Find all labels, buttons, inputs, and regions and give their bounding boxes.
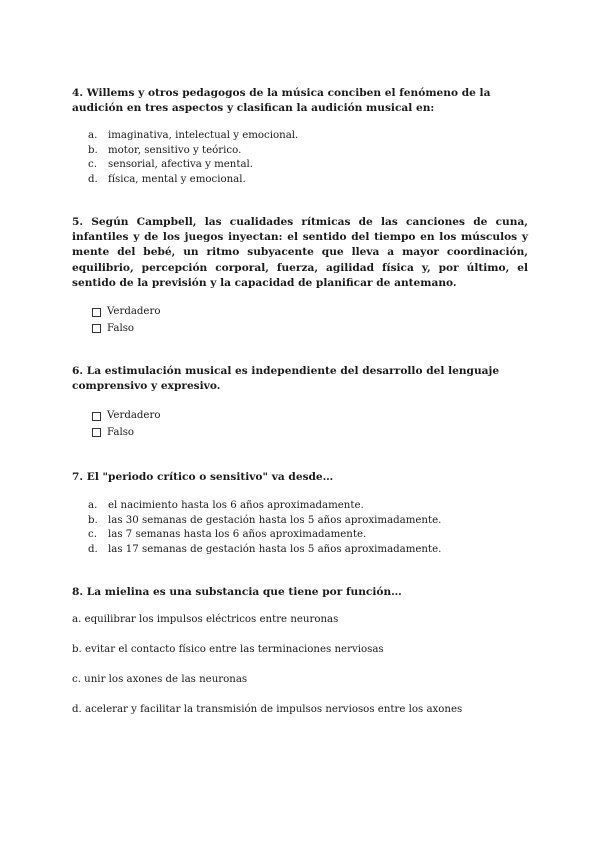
list-item[interactable] bbox=[88, 499, 441, 514]
false-checkbox[interactable] bbox=[92, 425, 160, 442]
option-text: sensorial, afectiva y mental. bbox=[108, 159, 254, 171]
checkbox-icon[interactable] bbox=[92, 308, 101, 317]
list-item[interactable]: b. evitar el contacto físico entre las terminaciones nerviosas bbox=[72, 644, 384, 655]
option-letter: b. bbox=[88, 144, 98, 156]
option-text: el nacimiento hasta los 6 años aproximadamente. bbox=[108, 500, 364, 511]
question-7 bbox=[72, 470, 528, 485]
list-item[interactable] bbox=[88, 173, 298, 188]
option-text: física, mental y emocional. bbox=[108, 174, 246, 186]
question-4-title: 4. Willems y otros pedagogos de la música conciben el fenómeno de la audición en tres aspectos y clasifican la audición musical en: bbox=[72, 87, 491, 115]
list-item[interactable] bbox=[88, 129, 298, 144]
list-item[interactable] bbox=[88, 144, 298, 159]
question-8-title: 8. La mielina es una substancia que tiene por función… bbox=[72, 586, 402, 598]
checkbox-icon[interactable] bbox=[92, 428, 101, 437]
question-8 bbox=[72, 585, 528, 600]
true-checkbox[interactable] bbox=[92, 408, 160, 425]
option-text: motor, sensitivo y teórico. bbox=[108, 144, 242, 156]
option-label: Verdadero bbox=[107, 410, 161, 421]
list-item[interactable]: d. acelerar y facilitar la transmisión de impulsos nerviosos entre los axones bbox=[72, 704, 463, 715]
question-5-options bbox=[92, 304, 160, 337]
question-5-title: 5. Según Campbell, las cualidades rítmicas de las canciones de cuna, infantiles y de los juegos inyectan: el sentido del tiempo en los músculos y mente del bebé, un ritmo subyacente que lleva a mayor coordinación, equilibrio, percepción corporal, fuerza, agilidad física y, por último, el sentido de la previsión y la capacidad de planificar de antemano. bbox=[72, 216, 528, 289]
option-text: las 7 semanas hasta los 6 años aproximadamente. bbox=[108, 529, 367, 541]
list-item[interactable]: c. unir los axones de las neuronas bbox=[72, 674, 248, 685]
option-letter: c. bbox=[88, 159, 97, 171]
checkbox-icon[interactable] bbox=[92, 324, 101, 333]
option-text: las 30 semanas de gestación hasta los 5 años aproximadamente. bbox=[108, 514, 442, 526]
option-letter: a. bbox=[88, 130, 98, 141]
list-item[interactable]: a. equilibrar los impulsos eléctricos entre neuronas bbox=[72, 614, 339, 625]
true-checkbox[interactable] bbox=[92, 304, 160, 321]
option-label: Verdadero bbox=[107, 306, 161, 317]
checkbox-icon[interactable] bbox=[92, 412, 101, 421]
list-item[interactable] bbox=[88, 158, 298, 173]
option-letter: a. bbox=[88, 500, 98, 511]
question-6-title: 6. La estimulación musical es independiente del desarrollo del lenguaje comprensivo y expresivo. bbox=[72, 365, 500, 393]
option-letter: b. bbox=[88, 514, 98, 526]
option-letter: d. bbox=[88, 544, 98, 556]
option-text: imaginativa, intelectual y emocional. bbox=[108, 130, 299, 141]
question-5 bbox=[72, 215, 528, 291]
question-4-options bbox=[88, 129, 298, 188]
question-6 bbox=[72, 364, 528, 394]
list-item[interactable] bbox=[88, 528, 441, 543]
list-item[interactable] bbox=[88, 514, 441, 529]
option-text: las 17 semanas de gestación hasta los 5 años aproximadamente. bbox=[108, 544, 442, 556]
option-letter: d. bbox=[88, 174, 98, 186]
false-checkbox[interactable] bbox=[92, 321, 160, 338]
option-label: Falso bbox=[107, 426, 135, 438]
question-7-options bbox=[88, 499, 441, 558]
list-item[interactable] bbox=[88, 543, 441, 558]
question-6-options bbox=[92, 408, 160, 441]
option-letter: c. bbox=[88, 529, 97, 541]
question-7-title: 7. El "periodo crítico o sensitivo" va desde… bbox=[72, 471, 334, 483]
question-4 bbox=[72, 86, 528, 116]
option-label: Falso bbox=[107, 322, 135, 334]
